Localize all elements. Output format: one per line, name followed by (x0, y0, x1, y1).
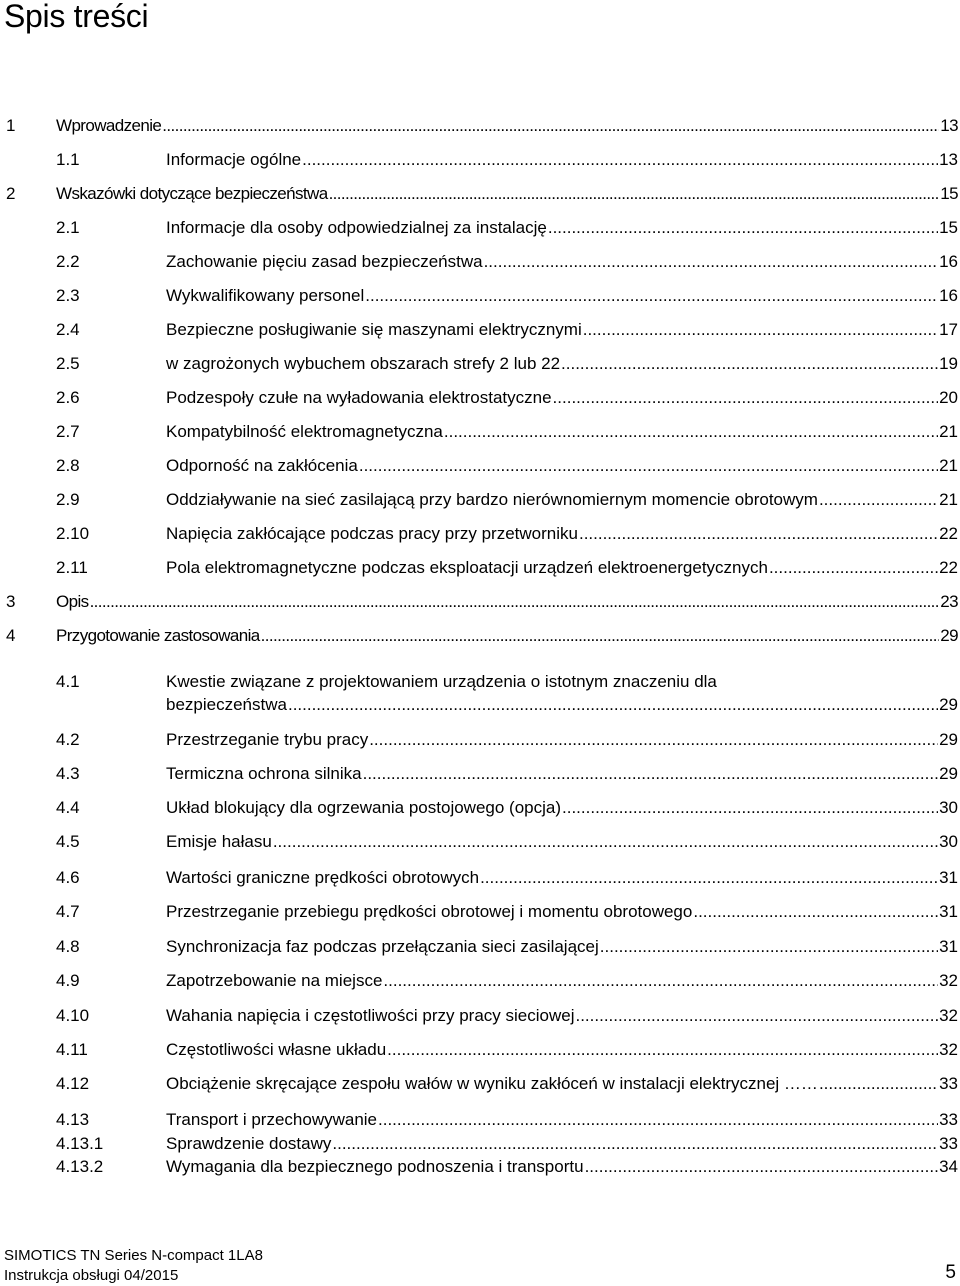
toc-leader-dots (484, 252, 939, 272)
footer-product-name: SIMOTICS TN Series N-compact 1LA8 (4, 1247, 263, 1264)
toc-entry-title: Emisje hałasu (166, 832, 272, 851)
toc-entry-number: 2.7 (56, 422, 80, 441)
toc-entry-number: 4.9 (56, 971, 80, 990)
toc-entry-number: 1 (6, 116, 15, 135)
toc-leader-dots (363, 764, 938, 784)
toc-entry-number: 2.6 (56, 388, 80, 407)
toc-leader-dots (261, 626, 940, 646)
toc-leader-dots (562, 798, 938, 818)
toc-entry-number: 4.10 (56, 1006, 90, 1025)
toc-entry-page: 15 (939, 218, 958, 237)
toc-leader-dots (444, 422, 938, 442)
toc-entry-title: Przestrzeganie przebiegu prędkości obrotowej i momentu obrotowego (166, 902, 693, 921)
toc-leader-dots (575, 1006, 938, 1026)
toc-entry-page: 32 (939, 1006, 958, 1025)
toc-entry-title: Wskazówki dotyczące bezpieczeństwa (56, 184, 328, 203)
toc-entry-page: 13 (940, 116, 958, 135)
toc-leader-dots (548, 218, 938, 238)
toc-leader-dots (561, 354, 938, 374)
toc-leader-dots (369, 730, 938, 750)
toc-entry-number: 2.5 (56, 354, 80, 373)
toc-entry-page: 21 (939, 456, 958, 475)
toc-entry-number: 4.13 (56, 1110, 90, 1129)
toc-entry-title: Obciążenie skręcające zespołu wałów w wyniku zakłóceń w instalacji elektrycznej …… (166, 1074, 818, 1093)
page-number: 5 (945, 1262, 956, 1283)
toc-leader-dots (583, 320, 938, 340)
toc-entry-number: 2 (6, 184, 15, 203)
toc-entry-title: Układ blokujący dla ogrzewania postojowego (opcja) (166, 798, 562, 817)
toc-entry-number: 2.2 (56, 252, 80, 271)
toc-entry-title: Częstotliwości własne układu (166, 1040, 387, 1059)
toc-entry-number: 4.6 (56, 868, 80, 887)
toc-entry-title: Termiczna ochrona silnika (166, 764, 362, 783)
toc-entry-page: 13 (939, 150, 958, 169)
toc-entry-title: Napięcia zakłócające podczas pracy przy przetworniku (166, 524, 578, 543)
toc-leader-dots (162, 116, 939, 136)
toc-leader-dots (302, 150, 938, 170)
toc-entry-number: 4.2 (56, 730, 80, 749)
toc-entry-page: 19 (939, 354, 958, 373)
footer-document-info: Instrukcja obsługi 04/2015 (4, 1267, 179, 1284)
toc-entry-number: 4.12 (56, 1074, 90, 1093)
toc-entry-number: 4.13.1 (56, 1134, 104, 1153)
toc-entry-number: 1.1 (56, 150, 80, 169)
toc-entry-number: 2.4 (56, 320, 80, 339)
toc-entry-page: 30 (939, 832, 958, 851)
toc-leader-dots (480, 868, 938, 888)
toc-entry-number: 4.7 (56, 902, 80, 921)
toc-entry-number: 2.8 (56, 456, 80, 475)
toc-entry-page: 32 (939, 971, 958, 990)
toc-entry-title: Zachowanie pięciu zasad bezpieczeństwa (166, 252, 483, 271)
toc-entry-title: Odporność na zakłócenia (166, 456, 358, 475)
toc-leader-dots (579, 524, 938, 544)
toc-entry-title: Kompatybilność elektromagnetyczna (166, 422, 443, 441)
toc-entry-number: 2.9 (56, 490, 80, 509)
toc-entry-number: 4.5 (56, 832, 80, 851)
toc-leader-dots (585, 1157, 939, 1177)
toc-leader-dots (819, 1074, 938, 1094)
toc-entry-page: 34 (939, 1157, 958, 1176)
toc-entry-title: Wahania napięcia i częstotliwości przy pracy sieciowej (166, 1006, 575, 1025)
toc-entry-title: Informacje dla osoby odpowiedzialnej za instalację (166, 218, 547, 237)
toc-leader-dots (693, 902, 938, 922)
toc-entry-number: 3 (6, 592, 15, 611)
toc-entry-page: 33 (939, 1134, 958, 1153)
toc-entry-page: 22 (939, 524, 958, 543)
toc-entry-page: 30 (939, 798, 958, 817)
toc-entry-page: 29 (939, 764, 958, 783)
toc-entry-page: 31 (939, 868, 958, 887)
toc-leader-dots (365, 286, 938, 306)
toc-leader-dots (769, 558, 938, 578)
toc-entry-title: Podzespoły czułe na wyładowania elektrostatyczne (166, 388, 552, 407)
toc-entry-number: 4.3 (56, 764, 80, 783)
toc-entry-title: Synchronizacja faz podczas przełączania sieci zasilającej (166, 937, 599, 956)
toc-entry-title: bezpieczeństwa (166, 695, 287, 714)
toc-leader-dots (332, 1134, 938, 1154)
toc-entry-title: Bezpieczne posługiwanie się maszynami elektrycznymi (166, 320, 582, 339)
toc-entry-title: Przestrzeganie trybu pracy (166, 730, 369, 749)
toc-leader-dots (553, 388, 939, 408)
toc-leader-dots (273, 832, 938, 852)
toc-entry-page: 32 (939, 1040, 958, 1059)
toc-leader-dots (90, 592, 940, 612)
toc-entry-number: 2.10 (56, 524, 90, 543)
toc-leader-dots (359, 456, 938, 476)
toc-entry-page: 16 (939, 252, 958, 271)
toc-leader-dots (387, 1040, 938, 1060)
toc-entry-title: Informacje ogólne (166, 150, 302, 169)
toc-entry-title: w zagrożonych wybuchem obszarach strefy 2 lub 22 (166, 354, 561, 373)
toc-entry-number: 2.11 (56, 558, 88, 577)
toc-entry-page: 23 (940, 592, 958, 611)
toc-entry-title: Zapotrzebowanie na miejsce (166, 971, 383, 990)
toc-entry-number: 4.1 (56, 672, 80, 691)
toc-entry-page: 15 (940, 184, 958, 203)
toc-entry-page: 33 (939, 1074, 958, 1093)
toc-entry-number: 2.1 (56, 218, 80, 237)
page-title: Spis treści (4, 0, 149, 34)
toc-entry-number: 2.3 (56, 286, 80, 305)
toc-entry-title: Przygotowanie zastosowania (56, 626, 260, 645)
toc-leader-dots (600, 937, 938, 957)
toc-entry-title: Wymagania dla bezpiecznego podnoszenia i transportu (166, 1157, 584, 1176)
toc-entry-page: 33 (939, 1110, 958, 1129)
toc-entry-title: Wprowadzenie (56, 116, 162, 135)
toc-entry-page: 31 (939, 937, 958, 956)
toc-entry-title: Oddziaływanie na sieć zasilającą przy bardzo nierównomiernym momencie obrotowym (166, 490, 818, 509)
toc-entry-page: 22 (939, 558, 958, 577)
toc-entry-page: 31 (939, 902, 958, 921)
toc-entry-page: 21 (939, 422, 958, 441)
toc-entry-page: 20 (939, 388, 958, 407)
toc-leader-dots (383, 971, 938, 991)
toc-entry-title: Transport i przechowywanie (166, 1110, 378, 1129)
toc-entry-number: 4.13.2 (56, 1157, 104, 1176)
toc-leader-dots (288, 695, 938, 715)
toc-entry-page: 29 (939, 695, 958, 714)
toc-entry-number: 4.8 (56, 937, 80, 956)
toc-entry-number: 4 (6, 626, 15, 645)
toc-entry-title: Opis (56, 592, 89, 611)
toc-entry-page: 17 (939, 320, 958, 339)
toc-entry-title: Wykwalifikowany personel (166, 286, 365, 305)
toc-entry-title-line1: Kwestie związane z projektowaniem urządzenia o istotnym znaczeniu dla (166, 672, 717, 691)
toc-entry-title: Sprawdzenie dostawy (166, 1134, 332, 1153)
toc-entry-number: 4.4 (56, 798, 80, 817)
toc-entry-number: 4.11 (56, 1040, 88, 1059)
toc-leader-dots (329, 184, 940, 204)
toc-entry-page: 29 (939, 730, 958, 749)
toc-leader-dots (378, 1110, 938, 1130)
toc-leader-dots (819, 490, 938, 510)
toc-entry-title: Pola elektromagnetyczne podczas eksploatacji urządzeń elektroenergetycznych (166, 558, 768, 577)
toc-entry-page: 29 (940, 626, 958, 645)
toc-entry-page: 21 (939, 490, 958, 509)
toc-entry-title: Wartości graniczne prędkości obrotowych (166, 868, 480, 887)
toc-entry-page: 16 (939, 286, 958, 305)
